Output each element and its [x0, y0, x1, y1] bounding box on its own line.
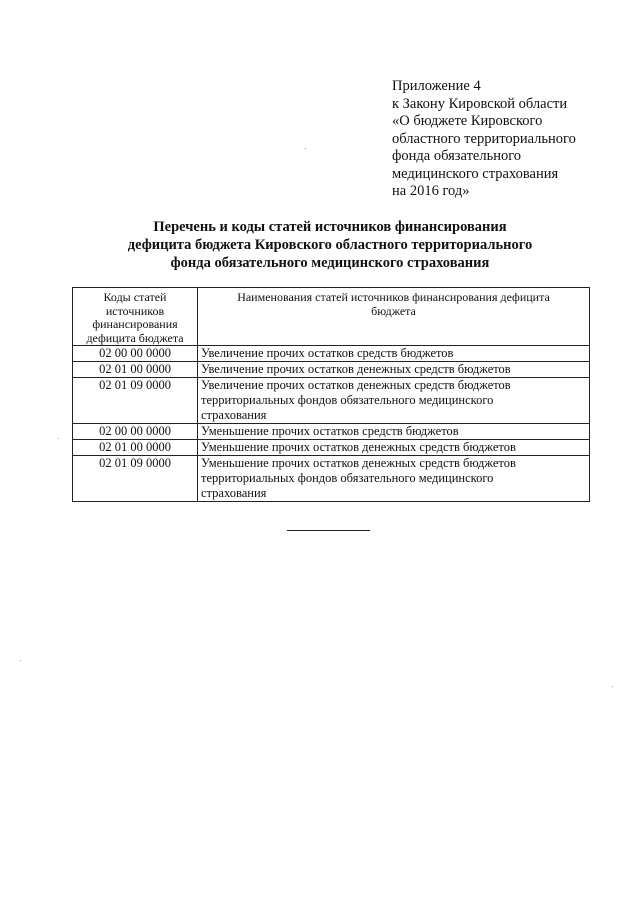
- scan-speck: [20, 660, 21, 661]
- header-line: Наименования статей источников финансирования дефицита: [237, 290, 550, 304]
- appendix-line: к Закону Кировской области: [392, 95, 568, 112]
- code-cell: 02 00 00 0000: [73, 346, 198, 362]
- table-row: [73, 378, 590, 424]
- name-line: Уменьшение прочих остатков денежных средств бюджетов: [201, 456, 516, 470]
- name-line: Уменьшение прочих остатков денежных средств бюджетов: [201, 440, 516, 454]
- code-cell: 02 01 00 0000: [73, 362, 198, 378]
- header-line: источников: [105, 303, 165, 318]
- header-line: дефицита бюджета: [86, 330, 184, 345]
- scan-speck: [58, 438, 59, 439]
- code-cell: 02 01 09 0000: [73, 456, 198, 502]
- name-line: Увеличение прочих остатков денежных средств бюджетов: [201, 362, 511, 376]
- codes-column-header: [73, 288, 198, 346]
- appendix-line: областного территориального: [392, 130, 576, 147]
- name-cell: [198, 424, 590, 440]
- closing-rule: [287, 530, 370, 531]
- names-column-header: [198, 288, 590, 346]
- table-row: [73, 456, 590, 502]
- document-title: [80, 218, 580, 272]
- title-line: фонда обязательного медицинского страхования: [170, 255, 490, 271]
- name-line: Уменьшение прочих остатков средств бюджетов: [201, 424, 459, 438]
- title-line: дефицита бюджета Кировского областного территориального: [127, 237, 533, 253]
- name-line: Увеличение прочих остатков денежных средств бюджетов: [201, 378, 511, 392]
- name-line: территориальных фондов обязательного медицинского: [201, 393, 494, 407]
- appendix-note: [392, 78, 622, 201]
- name-cell: [198, 456, 590, 502]
- header-line: Коды статей: [103, 290, 167, 304]
- name-line: страхования: [201, 486, 267, 500]
- appendix-line: на 2016 год»: [392, 183, 470, 199]
- code-cell: 02 01 00 0000: [73, 440, 198, 456]
- name-cell: [198, 362, 590, 378]
- code-cell: 02 00 00 0000: [73, 424, 198, 440]
- name-cell: [198, 440, 590, 456]
- code-cell: 02 01 09 0000: [73, 378, 198, 424]
- table-row: [73, 440, 590, 456]
- name-cell: [198, 346, 590, 362]
- table-row: [73, 346, 590, 362]
- name-line: Увеличение прочих остатков средств бюджетов: [201, 346, 454, 360]
- header-line: бюджета: [371, 303, 416, 318]
- name-line: страхования: [201, 408, 267, 422]
- scan-speck: [305, 148, 306, 149]
- title-line: Перечень и коды статей источников финансирования: [153, 219, 507, 235]
- name-line: территориальных фондов обязательного медицинского: [201, 471, 494, 485]
- appendix-line: медицинского страхования: [392, 165, 559, 182]
- table-row: [73, 424, 590, 440]
- scan-speck: [612, 686, 613, 687]
- appendix-line: «О бюджете Кировского: [392, 113, 543, 129]
- table-row: [73, 362, 590, 378]
- name-cell: [198, 378, 590, 424]
- appendix-line: фонда обязательного: [392, 148, 522, 164]
- table-header-row: [73, 288, 590, 346]
- sources-table: [72, 287, 590, 502]
- header-line: финансирования: [92, 317, 178, 331]
- appendix-line: Приложение 4: [392, 78, 481, 94]
